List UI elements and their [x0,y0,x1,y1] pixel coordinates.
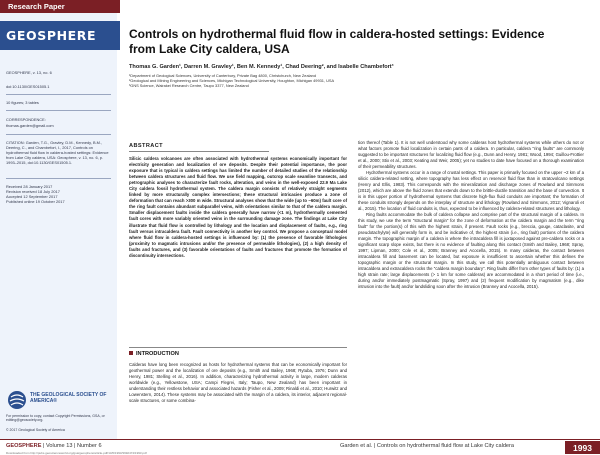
sidebar-citation: CITATION: Garden, T.G., Gravley, D.M., Kennedy, B.M., Deering, C., and Chambefort, I., 2017, Controls on hydrothermal fluid flow in caldera-hosted settings: Evidence from Lake City caldera, USA: Geosphere, v. 13, no. 6, p. 1993–2015, doi:10.1130/GES01505.1. [6,140,109,165]
research-paper-tab: Research Paper [0,0,120,13]
sidebar-dates [6,184,113,204]
paragraph: Hydrothermal systems occur in a range of crustal settings. This paper is primarily focused on the upper ~2 km of a silicic caldera-related setting, where topography has less effect on reservoir fluid flow than in stratovolcano settings (Henry and Ellis, 1983). This corresponds with the mineralization and discharge zones of Rowland and Simmons (2012), which are above the fluid zones that extends down to the brittle-ductile transition and the base of convection. It is in this upper portion of hydrothermal systems that discrete high-flux fluid conduits are important; the formation of these conduits strongly depends on the interplay of structure and lithology (Rowland and Simmons, 2012; Vignaroli et al., 2015). The location of fluid conduits is, thus, expected to be influenced by caldera-related structures and lithology. [358,169,584,211]
right-column-text [358,140,584,290]
journal-brand-banner [0,21,120,50]
download-url[interactable]: Downloaded from http://pubs.geoscienceworld.org/gsa/geosphere/article-pdf/13/6/1993/3992474/1993.pdf [6,450,147,455]
gsa-logo [7,388,115,412]
gsa-globe-icon [7,390,27,410]
date-published: Published online 19 October 2017 [6,199,65,204]
divider [6,134,111,135]
page-number: 1993 [565,441,600,454]
correspondence-email[interactable]: thomas.garden@gmail.com [6,123,54,128]
affiliations [129,73,489,88]
divider [6,178,111,179]
permissions-note: For permission to copy, contact Copyright Permissions, GSA, or editing@geosociety.org. [6,414,105,423]
abstract-heading: ABSTRACT [129,143,269,152]
introduction-text: Calderas have long been recognized as hosts for hydrothermal systems that can be economically important for geothermal power and the localization of ore deposits (e.g., Smith and Bailey, 1968; Rytuba, 1976; Dunn and Henry, 1981; Stelling et al., 2016). In addition, characterizing hydrothermal activity in large, modern calderas worldwide (e.g., Yellowstone, USA; Campi Flegrei, Italy; Taupo, New Zealand) has been important in understanding their restless behavior and associated hazards (Fisher et al., 2009; Rinaldi et al., 2010; Hurwitz and Lowenstern, 2014). These systems may be associated with the margin of a caldera, its interior, adjacent regional-scale structures, or some combina- [129,362,347,404]
gsa-society-name: THE GEOLOGICAL SOCIETY OF AMERICA® [30,392,107,404]
footer-journal-info: GEOSPHERE | Volume 13 | Number 6 [6,443,102,449]
footer-running-title: Controls on hydrothermal fluid flow at Lake City caldera [376,443,515,449]
page-footer [0,439,600,455]
sidebar-figure-count: 10 figures; 3 tables [6,100,39,105]
article-title: Controls on hydrothermal fluid flow in caldera-hosted settings: Evidence from Lake City caldera, USA [129,27,545,56]
journal-brand-name: GEOSPHERE [6,28,97,43]
introduction-heading-label: INTRODUCTION [136,351,179,357]
date-revised: Revision received 18 July 2017 [6,189,60,194]
paragraph: Ring faults accommodate the bulk of caldera collapse and comprise part of the structural margin of a caldera. In this study, we use the term "structural margin" for the zone of deformation at the caldera margin and the term "ring fault" for the portion(s) of this with the highest strain, if present. Fault rocks (e.g., breccia, gouge, cataclasite, and pseudotachylyte) will generally form in, and be indicative of, the highest strain (i.e., ring fault) portions of the caldera margin. The topographic margin of a caldera is where the intracaldera fill is juxtaposed against pre-caldera rocks or a significant scarp slope exists, but there is no evidence of faulting along this contact (Smith and Bailey, 1968; Spray, 1997; Lipman, 2000; Cole et al., 2005; Branney and Acocella, 2015). In many calderas, the contact between intracaldera fill and basement can be located, but exposure is insufficient to ascertain whether this defines the topographic margin or the structural margin. In this study, we call this potentially ambiguous contact between intracaldera and extracaldera rocks the "caldera margin boundary". Ring faults differ from other types of faults by: (1) a high strain rate; large displacements (> 1 km for some calderas) are accommodated in a short period of time (i.e., during and/or immediately postmagmatic (Spray, 1997) and (2) frequent modification by magmatism (e.g., dike intrusion into the fault) and/or landsliding soon after the intrusion (Branney and Acocella, 2015). [358,211,584,289]
sidebar [0,13,117,439]
affiliation-3: ³GNS Science, Wairakei Research Centre, Taupo 3377, New Zealand [129,83,249,88]
abstract-text: Silicic caldera volcanoes are often associated with hydrothermal systems economically important for electricity generation and localization of ore deposits. Despite their potential importance, the poor exposure that is typical in caldera settings has limited the number of detailed studies of the relationship between caldera structures and fluid flow. We use field mapping, outcrop scale seamline transects, and petrographic analyses to characterize fault rocks, alteration, and veins in the well-exposed 22.9 Ma Lake City caldera fossil hydrothermal system. The caldera margin consists of relatively straight segments linked by more structurally complex intersections; these structural intricacies produce a zone of deformation that can reach >300 m wide. Structural analyses show that the wide (up to ~60m) fault core of the ring fault contains abundant subparallel veins, with orientations similar to that of the caldera margin. Smaller displacement faults inside the caldera generally have narrow (<1 m), hydrothermally cemented fault cores with more variably oriented veins in the surrounding damage zone. The findings at Lake City illustrate that fluid flow is controlled by lithology and the location and displacement of faults, e.g., ring fault versus intracaldera fault. Fault connectivity is another key control. We propose a conceptual model where fluid flow in caldera-hosted settings is influenced by: (1) the presence of favorable lithologies (proximity to magmatic intrusions and/or the presence of permeable lithologies), (2) a high density of faults and fractures, and (3) favorable orientations of faults and fractures that promote the formation of discontinuity intersections. [129,156,347,258]
footer-journal-name: GEOSPHERE [6,443,42,449]
copyright-note: © 2017 Geological Society of America [6,428,65,432]
divider [6,94,111,95]
date-accepted: Accepted 12 September 2017 [6,194,58,199]
affiliation-1: ¹Department of Geological Sciences, University of Canterbury, Private Bag 4800, Christchurch, New Zealand [129,73,316,78]
author-list: Thomas G. Garden¹, Darren M. Gravley¹, Ben M. Kennedy¹, Chad Deering², and Isabelle Chambefort³ [129,64,394,70]
footer-citation: Garden et al. | Controls on hydrothermal fluid flow at Lake City caldera [340,443,515,449]
divider [6,110,111,111]
paragraph: tion thereof (Table 1). It is not well understood why some calderas host hydrothermal systems while others do not or what factors promote fluid localization in certain parts of a caldera. In particular, caldera "ring faults" are commonly suggested to be important structures for localizing fluid flow (e.g., Dunn and Henry, 1981; Wood, 1994; Guillou-Frottier et al., 2000; Stix et al., 2003; Keating and Weir, 2005); yet no studies to date have focused on a thorough examination of their permeability structures. [358,140,584,169]
section-marker-icon [129,351,133,355]
footer-short-cite: Garden et al. [340,443,373,449]
date-received: Received 28 January 2017 [6,184,53,189]
footer-volume: Volume 13 [46,443,73,449]
sidebar-journal-citation: GEOSPHERE, v. 13, no. 6 [6,70,52,75]
correspondence-label: CORRESPONDENCE: [6,117,46,122]
introduction-heading [129,347,347,357]
sidebar-doi[interactable]: doi:10.1130/GES01505.1 [6,84,50,89]
affiliation-2: ²Geological and Mining Engineering and Sciences, Michigan Technological University, Houghton, Michigan 49931, USA [129,78,335,83]
footer-number: Number 6 [77,443,102,449]
